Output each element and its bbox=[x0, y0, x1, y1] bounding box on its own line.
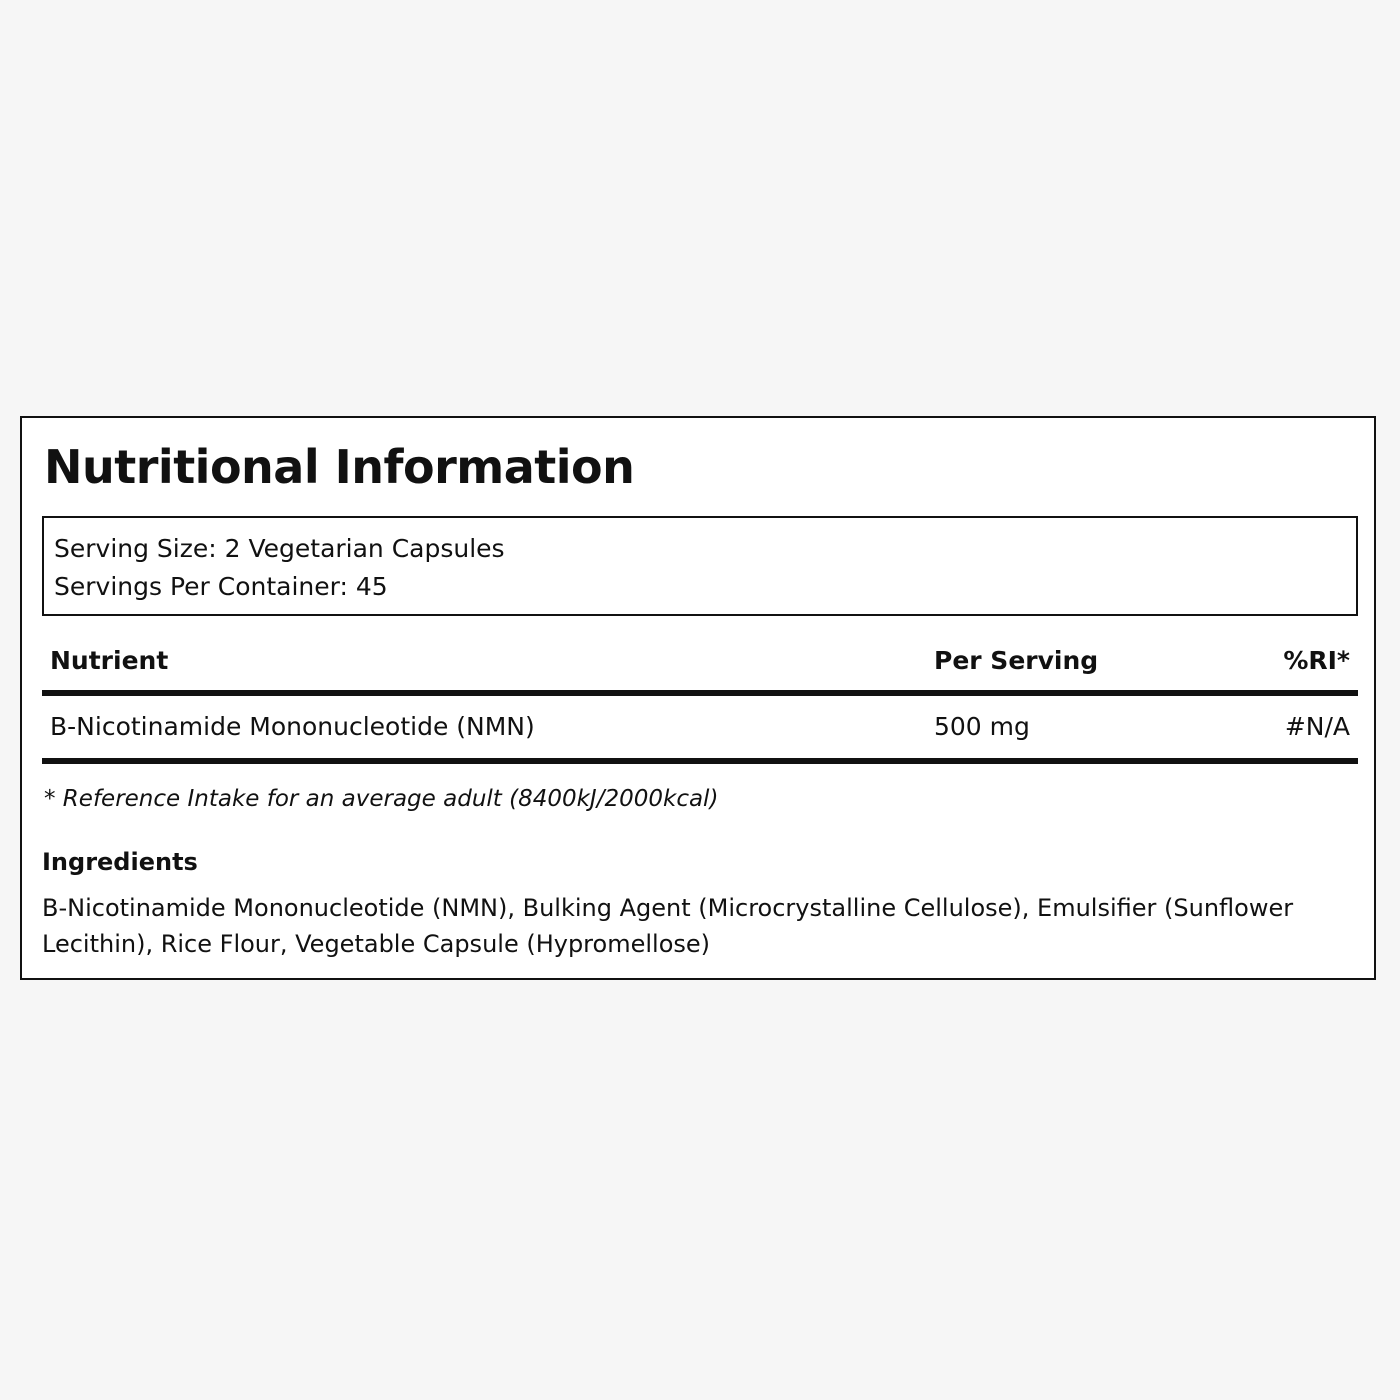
header-nutrient: Nutrient bbox=[50, 646, 169, 675]
ingredients-text: B-Nicotinamide Mononucleotide (NMN), Bulking Agent (Microcrystalline Cellulose), Emulsifier (Sunflower Lecithin), Rice Flour, Vegetable Capsule (Hypromellose) bbox=[42, 894, 1294, 958]
table-header-row bbox=[42, 640, 1358, 696]
servings-per-container: Servings Per Container: 45 bbox=[54, 572, 388, 601]
table-row bbox=[42, 696, 1358, 764]
row-ri: #N/A bbox=[1284, 712, 1350, 741]
serving-info-box bbox=[42, 516, 1358, 616]
nutrition-label bbox=[20, 416, 1376, 980]
reference-intake-footnote: * Reference Intake for an average adult (8400kJ/2000kcal) bbox=[44, 786, 719, 812]
label-title: Nutritional Information bbox=[44, 440, 635, 494]
nutrient-table bbox=[42, 640, 1358, 764]
ingredients-heading: Ingredients bbox=[42, 848, 198, 876]
header-per-serving: Per Serving bbox=[934, 646, 1099, 675]
header-ri: %RI* bbox=[1283, 646, 1350, 675]
serving-size: Serving Size: 2 Vegetarian Capsules bbox=[54, 534, 505, 563]
row-per-serving: 500 mg bbox=[934, 712, 1030, 741]
row-nutrient: B-Nicotinamide Mononucleotide (NMN) bbox=[50, 712, 535, 741]
